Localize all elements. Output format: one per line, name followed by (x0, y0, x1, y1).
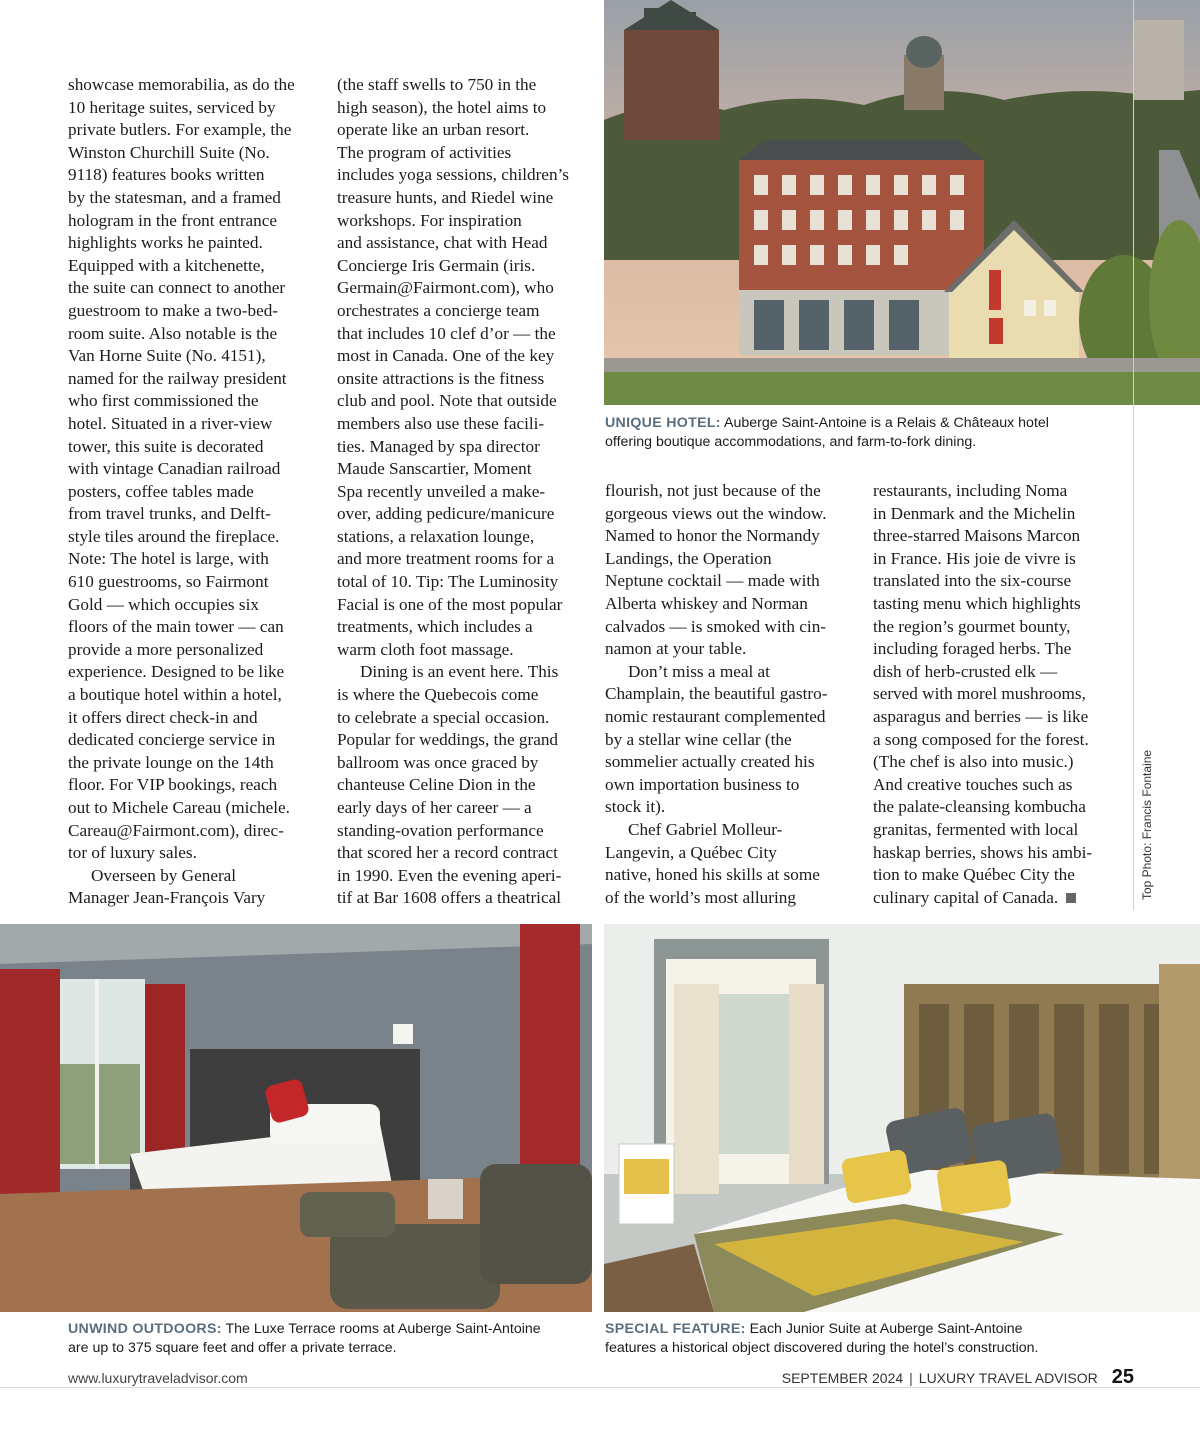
caption-text: Auberge Saint-Antoine is a Relais & Châteaux hotel (724, 415, 1049, 431)
article-line: Named to honor the Normandy (605, 526, 820, 546)
article-line: Gold — which occupies six (68, 594, 259, 614)
article-line: experience. Designed to be like (68, 662, 285, 682)
article-line: the palate-cleansing kombucha (873, 797, 1086, 817)
photo-luxe-terrace-room (0, 924, 592, 1312)
caption-bottom-left-photo (68, 1320, 541, 1358)
article-line: sommelier actually created his (605, 752, 815, 772)
article-line: stock it). (605, 797, 666, 817)
article-line: out to Michele Careau (michele. (68, 798, 290, 817)
article-line: club and pool. Note that outside (337, 391, 557, 411)
article-line: namon at your table. (605, 639, 747, 659)
article-line: by a stellar wine cellar (the (605, 729, 792, 749)
article-line: and assistance, chat with Head (337, 233, 548, 253)
article-line: chanteuse Celine Dion in the (337, 775, 536, 795)
article-line: with vintage Canadian railroad (68, 459, 281, 479)
article-line: most in Canada. One of the key (337, 346, 555, 366)
article-line: native, honed his skills at some (605, 865, 820, 885)
article-line: operate like an urban resort. (337, 120, 530, 140)
article-line: served with morel mushrooms, (873, 684, 1086, 704)
article-line: (The chef is also into music.) (873, 752, 1074, 772)
article-column-4 (873, 480, 1118, 909)
caption-lead: SPECIAL FEATURE: (605, 1321, 746, 1337)
article-line: onsite attractions is the fitness (337, 368, 545, 388)
article-line: 10 heritage suites, serviced by (68, 97, 276, 117)
article-line: standing-ovation performance (337, 820, 544, 840)
article-line: And creative touches such as (873, 774, 1073, 794)
article-line: orchestrates a concierge team (337, 300, 540, 320)
article-line: Landings, the Operation (605, 548, 772, 568)
footer-separator: | (909, 1370, 913, 1386)
article-line: of the world’s most alluring (605, 887, 796, 907)
article-line: tor of luxury sales. (68, 843, 197, 863)
article-line: floor. For VIP bookings, reach (68, 775, 278, 795)
article-line: gorgeous views out the window. (605, 503, 827, 523)
article-line: in France. His joie de vivre is (873, 548, 1076, 568)
article-line: from travel trunks, and Delft- (68, 504, 271, 524)
article-line: tif at Bar 1608 offers a theatrical (337, 888, 561, 908)
article-line: tion to make Québec City the (873, 865, 1075, 885)
article-line: that scored her a record contract (337, 843, 558, 863)
caption-lead: UNWIND OUTDOORS: (68, 1321, 222, 1337)
article-line: provide a more personalized (68, 639, 264, 659)
article-line: ballroom was once graced by (337, 752, 539, 772)
article-line: total of 10. Tip: The Luminosity (337, 572, 559, 592)
caption-bottom-right-photo (605, 1320, 1039, 1358)
article-line: three-starred Maisons Marcon (873, 526, 1081, 546)
article-line: translated into the six-course (873, 571, 1072, 591)
article-line: 610 guestrooms, so Fairmont (68, 572, 269, 592)
article-line: showcase memorabilia, as do the (68, 75, 295, 94)
caption-text: are up to 375 square feet and offer a private terrace. (68, 1340, 397, 1356)
page-number: 25 (1111, 1366, 1134, 1388)
article-line: Dining is an event here. This (360, 662, 559, 682)
caption-text: offering boutique accommodations, and farm-to-fork dining. (605, 434, 977, 450)
caption-top-photo (605, 414, 1049, 452)
article-line: to celebrate a special occasion. (337, 707, 550, 727)
article-line: Popular for weddings, the grand (337, 730, 559, 750)
article-line: room suite. Also notable is the (68, 323, 278, 343)
article-line: named for the railway president (68, 368, 287, 388)
article-line: haskap berries, shows his ambi- (873, 842, 1093, 862)
article-line: Don’t miss a meal at (628, 661, 770, 681)
article-line: treatments, which includes a (337, 617, 533, 637)
caption-text: Each Junior Suite at Auberge Saint-Antoine (749, 1321, 1023, 1337)
article-line: Manager Jean-François Vary (68, 888, 266, 908)
article-line: The program of activities (337, 142, 512, 162)
article-line: Note: The hotel is large, with (68, 549, 269, 569)
article-line: the suite can connect to another (68, 278, 286, 298)
article-line: Careau@Fairmont.com), direc- (68, 820, 284, 840)
article-line: a song composed for the forest. (873, 729, 1089, 749)
footer-folio (782, 1366, 1134, 1389)
article-line: ties. Managed by spa director (337, 436, 540, 456)
article-line: calvados — is smoked with cin- (605, 616, 827, 636)
article-line: Spa recently unveiled a make- (337, 481, 546, 501)
article-line: high season), the hotel aims to (337, 97, 547, 117)
article-line: Neptune cocktail — made with (605, 571, 820, 591)
article-line: Overseen by General (91, 865, 237, 885)
article-line: that includes 10 clef d’or — the (337, 323, 556, 343)
caption-text: The Luxe Terrace rooms at Auberge Saint-Antoine (225, 1321, 541, 1337)
article-line: the region’s gourmet bounty, (873, 616, 1071, 636)
article-line: own importation business to (605, 774, 800, 794)
article-line: guestroom to make a two-bed- (68, 300, 279, 320)
article-line: Germain@Fairmont.com), who (337, 278, 554, 298)
article-line: granitas, fermented with local (873, 819, 1079, 839)
article-line: tasting menu which highlights (873, 593, 1081, 613)
article-line: Maude Sanscartier, Moment (337, 459, 532, 479)
article-line: treasure hunts, and Riedel wine (337, 187, 554, 207)
article-line: members also use these facili- (337, 413, 545, 433)
article-line: posters, coffee tables made (68, 481, 254, 501)
article-line: asparagus and berries — is like (873, 706, 1089, 726)
caption-text: features a historical object discovered during the hotel’s construction. (605, 1340, 1039, 1356)
article-line: hologram in the front entrance (68, 210, 278, 230)
article-line: Chef Gabriel Molleur- (628, 819, 783, 839)
article-line: hotel. Situated in a river-view (68, 413, 273, 433)
article-column-2 (337, 74, 582, 910)
article-line: style tiles around the fireplace. (68, 526, 280, 546)
article-line: workshops. For inspiration (337, 210, 522, 230)
article-line: restaurants, including Noma (873, 481, 1068, 500)
article-line: in 1990. Even the evening aperi- (337, 865, 562, 885)
article-line: in Denmark and the Michelin (873, 503, 1076, 523)
article-line: flourish, not just because of the (605, 481, 821, 500)
article-line: private butlers. For example, the (68, 120, 292, 140)
credit-divider (1133, 0, 1134, 910)
article-line: a boutique hotel within a hotel, (68, 685, 282, 705)
article-line: tower, this suite is decorated (68, 436, 264, 456)
article-line: (the staff swells to 750 in the (337, 75, 537, 94)
end-of-article-mark (1066, 893, 1076, 903)
article-column-1 (68, 74, 313, 910)
article-line: culinary capital of Canada. (873, 887, 1118, 910)
article-line: Concierge Iris Germain (iris. (337, 255, 536, 275)
article-line: Van Horne Suite (No. 4151), (68, 346, 266, 366)
article-line: nomic restaurant complemented (605, 706, 826, 726)
article-line: early days of her career — a (337, 798, 532, 817)
article-line: 9118) features books written (68, 165, 265, 185)
article-line: is where the Quebecois come (337, 685, 539, 705)
article-line: Alberta whiskey and Norman (605, 593, 808, 613)
photo-auberge-exterior (604, 0, 1200, 405)
article-column-3 (605, 480, 850, 909)
article-line: Winston Churchill Suite (No. (68, 142, 270, 162)
article-line: the private lounge on the 14th (68, 752, 274, 772)
article-line: Champlain, the beautiful gastro- (605, 684, 828, 704)
article-line: who first commissioned the (68, 391, 259, 411)
article-line: highlights works he painted. (68, 233, 263, 253)
article-line: over, adding pedicure/manicure (337, 504, 555, 524)
article-line: Equipped with a kitchenette, (68, 255, 265, 275)
article-line: by the statesman, and a framed (68, 187, 281, 207)
caption-lead: UNIQUE HOTEL: (605, 415, 721, 431)
article-line: it offers direct check-in and (68, 707, 258, 727)
footer-date: SEPTEMBER 2024 (781, 1370, 904, 1386)
article-line: Facial is one of the most popular (337, 594, 563, 614)
article-line: floors of the main tower — can (68, 617, 284, 637)
article-line: stations, a relaxation lounge, (337, 526, 535, 546)
article-line: including foraged herbs. The (873, 639, 1072, 659)
article-line: includes yoga sessions, children’s (337, 165, 569, 185)
photo-junior-suite (604, 924, 1200, 1312)
footer-publication: LUXURY TRAVEL ADVISOR (918, 1370, 1098, 1386)
footer-website-link[interactable]: www.luxurytraveladvisor.com (68, 1370, 248, 1386)
photo-credit: Top Photo: Francis Fontaine (1140, 749, 1154, 900)
article-line: and more treatment rooms for a (337, 549, 555, 569)
article-line: Langevin, a Québec City (605, 842, 777, 862)
article-line: warm cloth foot massage. (337, 639, 514, 659)
article-line: dish of herb-crusted elk — (873, 661, 1058, 681)
article-line: dedicated concierge service in (68, 730, 276, 750)
